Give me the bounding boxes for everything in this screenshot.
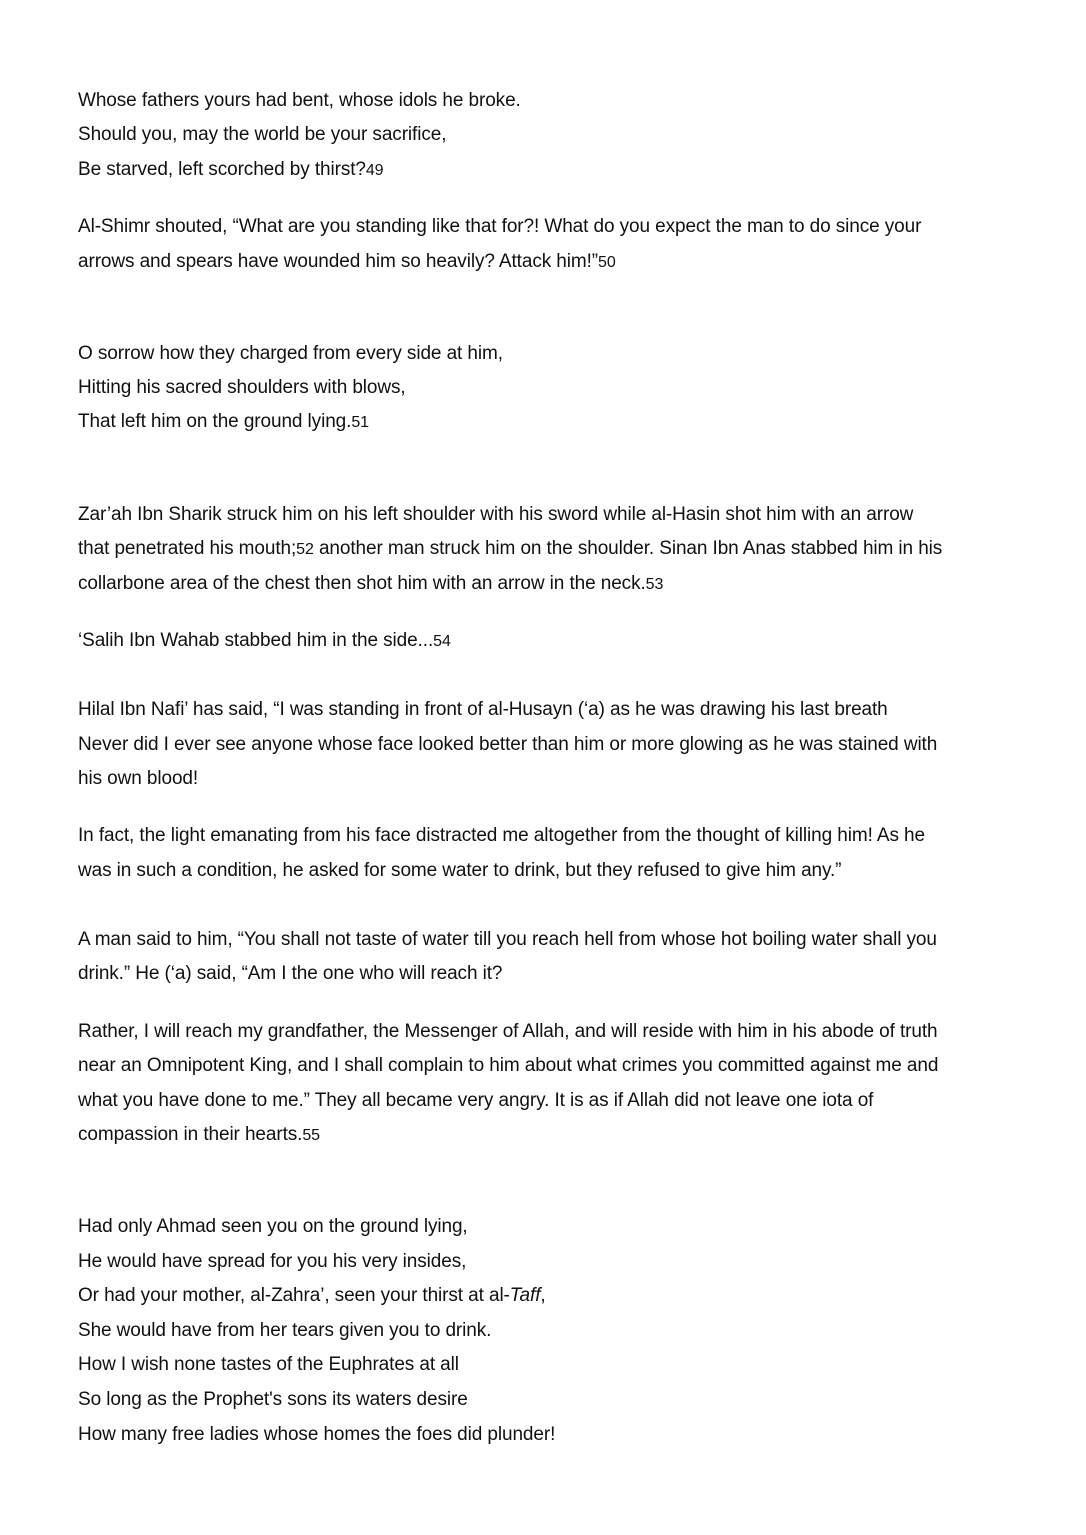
paragraph-line bbox=[78, 537, 942, 562]
footnote-ref[interactable]: 52 bbox=[296, 541, 314, 558]
paragraph-line bbox=[78, 572, 663, 597]
paragraph-line bbox=[78, 250, 616, 275]
footnote-ref[interactable]: 50 bbox=[598, 254, 616, 271]
poem-line bbox=[78, 1284, 546, 1308]
poem-line bbox=[78, 158, 383, 183]
poem-line-text: , bbox=[540, 1285, 546, 1306]
paragraph-line: was in such a condition, he asked for some water to drink, but they refused to give him any.” bbox=[78, 860, 842, 881]
place-name-italic: Taff bbox=[509, 1285, 541, 1306]
paragraph-line: Al-Shimr shouted, “What are you standing like that for?! What do you expect the man to do since your bbox=[78, 216, 922, 237]
poem-line bbox=[78, 410, 369, 435]
paragraph-line: Rather, I will reach my grandfather, the Messenger of Allah, and will reside with him in his abode of truth bbox=[78, 1021, 938, 1042]
paragraph-line: A man said to him, “You shall not taste of water till you reach hell from whose hot boiling water shall you bbox=[78, 929, 937, 950]
poem-line: Hitting his sacred shoulders with blows, bbox=[78, 377, 406, 398]
paragraph-line-text: compassion in their hearts. bbox=[78, 1124, 303, 1145]
paragraph-line-text: arrows and spears have wounded him so heavily? Attack him!” bbox=[78, 251, 599, 272]
poem-line-text: Be starved, left scorched by thirst? bbox=[78, 159, 366, 180]
paragraph-line: his own blood! bbox=[78, 768, 199, 789]
paragraph-line-text: collarbone area of the chest then shot him with an arrow in the neck. bbox=[78, 573, 646, 594]
poem-line: Had only Ahmad seen you on the ground lying, bbox=[78, 1216, 468, 1237]
poem-line: So long as the Prophet's sons its waters desire bbox=[78, 1389, 468, 1410]
footnote-ref[interactable]: 53 bbox=[645, 576, 664, 593]
poem-line: He would have spread for you his very insides, bbox=[78, 1251, 467, 1272]
poem-line: Should you, may the world be your sacrifice, bbox=[78, 124, 447, 145]
paragraph-line: Zar’ah Ibn Sharik struck him on his left shoulder with his sword while al-Hasin shot him with an arrow bbox=[78, 504, 914, 525]
paragraph-line: Never did I ever see anyone whose face looked better than him or more glowing as he was stained with bbox=[78, 734, 938, 755]
footnote-ref[interactable]: 49 bbox=[365, 162, 384, 179]
footnote-ref[interactable]: 51 bbox=[351, 414, 369, 431]
paragraph-line: In fact, the light emanating from his face distracted me altogether from the thought of killing him! As he bbox=[78, 825, 925, 846]
poem-line: How I wish none tastes of the Euphrates at all bbox=[78, 1354, 459, 1375]
footnote-ref[interactable]: 55 bbox=[302, 1127, 320, 1144]
paragraph-line: what you have done to me.” They all became very angry. It is as if Allah did not leave one iota of bbox=[78, 1090, 874, 1111]
poem-line-text: That left him on the ground lying. bbox=[78, 411, 352, 432]
paragraph-line: drink.” He (‘a) said, “Am I the one who will reach it? bbox=[78, 963, 503, 984]
poem-line: How many free ladies whose homes the foes did plunder! bbox=[78, 1424, 556, 1445]
paragraph-line bbox=[78, 1123, 320, 1148]
paragraph-line: Hilal Ibn Nafi’ has said, “I was standing in front of al-Husayn (‘a) as he was drawing his last breath bbox=[78, 699, 888, 720]
paragraph-line bbox=[78, 629, 451, 654]
poem-line: Whose fathers yours had bent, whose idols he broke. bbox=[78, 90, 521, 111]
paragraph-line-text: ‘Salih Ibn Wahab stabbed him in the side... bbox=[78, 630, 434, 651]
footnote-ref[interactable]: 54 bbox=[433, 633, 451, 650]
paragraph-line: near an Omnipotent King, and I shall complain to him about what crimes you committed against me and bbox=[78, 1055, 939, 1076]
paragraph-line-text: another man struck him on the shoulder. Sinan Ibn Anas stabbed him in his bbox=[313, 538, 943, 559]
poem-line: O sorrow how they charged from every side at him, bbox=[78, 343, 503, 364]
poem-line: She would have from her tears given you to drink. bbox=[78, 1320, 492, 1341]
poem-line-text: Or had your mother, al-Zahra’, seen your thirst at al- bbox=[78, 1285, 510, 1306]
paragraph-line-text: that penetrated his mouth; bbox=[78, 538, 297, 559]
